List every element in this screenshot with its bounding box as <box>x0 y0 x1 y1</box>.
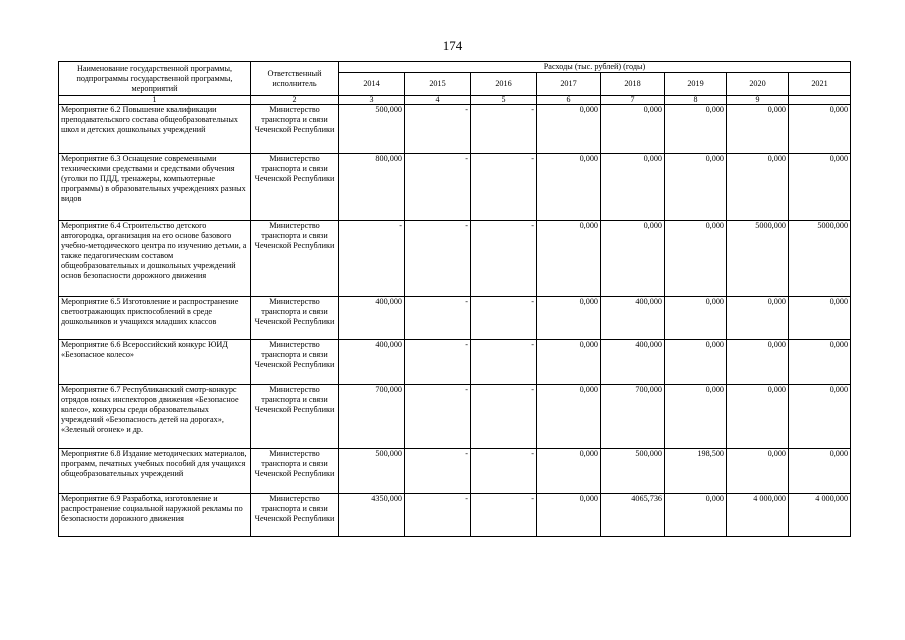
expense-value: 0,000 <box>665 297 727 340</box>
expense-value: 0,000 <box>537 340 601 385</box>
responsible-executor: Министерство транспорта и связи Чеченской Республики <box>251 449 339 494</box>
expense-value: 5000,000 <box>789 221 851 297</box>
expense-value: 0,000 <box>537 221 601 297</box>
expense-value: 0,000 <box>537 105 601 154</box>
expense-value: 0,000 <box>727 154 789 221</box>
expense-value: 4 000,000 <box>789 494 851 537</box>
expense-value: 4350,000 <box>339 494 405 537</box>
responsible-executor: Министерство транспорта и связи Чеченской Республики <box>251 221 339 297</box>
responsible-executor: Министерство транспорта и связи Чеченской Республики <box>251 105 339 154</box>
expense-value: 0,000 <box>789 154 851 221</box>
activity-name: Мероприятие 6.4 Строительство детского автогородка, организация на его основе базового учебно-методического центра по изучению детьми, а также педагогическим составом общеобразовательных и дошкольных учреждений основ безопасности дорожного движения <box>59 221 251 297</box>
expense-value: - <box>405 221 471 297</box>
column-number: 3 <box>339 96 405 105</box>
expense-value: 0,000 <box>665 105 727 154</box>
expense-value: - <box>405 154 471 221</box>
header-year: 2016 <box>471 73 537 96</box>
header-year: 2019 <box>665 73 727 96</box>
expense-value: 0,000 <box>537 449 601 494</box>
expense-value: - <box>471 221 537 297</box>
expense-value: 0,000 <box>601 154 665 221</box>
responsible-executor: Министерство транспорта и связи Чеченской Республики <box>251 494 339 537</box>
expense-value: 0,000 <box>601 221 665 297</box>
budget-table <box>58 61 851 537</box>
expense-value: 0,000 <box>665 494 727 537</box>
responsible-executor: Министерство транспорта и связи Чеченской Республики <box>251 154 339 221</box>
expense-value: - <box>471 297 537 340</box>
column-number <box>789 96 851 105</box>
expense-value: - <box>405 105 471 154</box>
expense-value: - <box>471 105 537 154</box>
expense-value: 0,000 <box>665 340 727 385</box>
expense-value: 0,000 <box>537 154 601 221</box>
expense-value: 700,000 <box>601 385 665 449</box>
expense-value: 0,000 <box>789 340 851 385</box>
activity-name: Мероприятие 6.5 Изготовление и распространение светоотражающих приспособлений в среде дошкольников и учащихся младших классов <box>59 297 251 340</box>
column-number: 9 <box>727 96 789 105</box>
expense-value: 400,000 <box>339 297 405 340</box>
expense-value: 500,000 <box>601 449 665 494</box>
expense-value: - <box>471 494 537 537</box>
responsible-executor: Министерство транспорта и связи Чеченской Республики <box>251 297 339 340</box>
expense-value: 0,000 <box>537 297 601 340</box>
header-expenses: Расходы (тыс. рублей) (годы) <box>339 62 851 73</box>
header-year: 2015 <box>405 73 471 96</box>
expense-value: 800,000 <box>339 154 405 221</box>
expense-value: 0,000 <box>727 297 789 340</box>
table-row <box>59 494 851 537</box>
table-row <box>59 154 851 221</box>
expense-value: 0,000 <box>789 385 851 449</box>
column-number: 2 <box>251 96 339 105</box>
expense-value: - <box>471 154 537 221</box>
header-year: 2020 <box>727 73 789 96</box>
expense-value: 700,000 <box>339 385 405 449</box>
column-number: 4 <box>405 96 471 105</box>
activity-name: Мероприятие 6.8 Издание методических материалов, программ, печатных учебных пособий для учащихся общеобразовательных учреждений <box>59 449 251 494</box>
table-row <box>59 449 851 494</box>
expense-value: 0,000 <box>727 105 789 154</box>
expense-value: 400,000 <box>339 340 405 385</box>
header-year: 2018 <box>601 73 665 96</box>
expense-value: - <box>471 340 537 385</box>
expense-value: 0,000 <box>789 105 851 154</box>
table-row <box>59 105 851 154</box>
header-year: 2017 <box>537 73 601 96</box>
expense-value: - <box>405 494 471 537</box>
table-row <box>59 340 851 385</box>
expense-value: 0,000 <box>537 385 601 449</box>
expense-value: 4065,736 <box>601 494 665 537</box>
expense-value: 0,000 <box>727 385 789 449</box>
expense-value: - <box>405 385 471 449</box>
expense-value: 0,000 <box>789 297 851 340</box>
header-year: 2014 <box>339 73 405 96</box>
expense-value: 4 000,000 <box>727 494 789 537</box>
expense-value: - <box>471 385 537 449</box>
activity-name: Мероприятие 6.7 Республиканский смотр-конкурс отрядов юных инспекторов движения «Безопасное колесо», конкурсы среди образовательных учреждений «Безопасность детей на дорогах», «Зеленый огонек» и др. <box>59 385 251 449</box>
table-body <box>59 105 851 537</box>
expense-value: 0,000 <box>601 105 665 154</box>
expense-value: - <box>339 221 405 297</box>
activity-name: Мероприятие 6.3 Оснащение современными техническими средствами и средствами обучения (уголки по ПДД, тренажеры, компьютерные программы) в образовательных учреждениях разных видов <box>59 154 251 221</box>
responsible-executor: Министерство транспорта и связи Чеченской Республики <box>251 385 339 449</box>
expense-value: 0,000 <box>665 221 727 297</box>
expense-value: 400,000 <box>601 340 665 385</box>
column-number: 7 <box>601 96 665 105</box>
header-responsible: Ответственный исполнитель <box>251 62 339 96</box>
expense-value: 5000,000 <box>727 221 789 297</box>
expense-value: 198,500 <box>665 449 727 494</box>
expense-value: 0,000 <box>665 385 727 449</box>
table-header <box>59 62 851 105</box>
table-row <box>59 221 851 297</box>
expense-value: 0,000 <box>537 494 601 537</box>
header-name: Наименование государственной программы, подпрограммы государственной программы, мероприятий <box>59 62 251 96</box>
column-number: 5 <box>471 96 537 105</box>
expense-value: 0,000 <box>727 340 789 385</box>
expense-value: 0,000 <box>789 449 851 494</box>
column-number: 8 <box>665 96 727 105</box>
page-number: 174 <box>442 38 463 53</box>
expense-value: 0,000 <box>665 154 727 221</box>
responsible-executor: Министерство транспорта и связи Чеченской Республики <box>251 340 339 385</box>
expense-value: 400,000 <box>601 297 665 340</box>
column-number: 1 <box>59 96 251 105</box>
expense-value: - <box>405 340 471 385</box>
expense-value: - <box>405 297 471 340</box>
expense-value: - <box>405 449 471 494</box>
activity-name: Мероприятие 6.6 Всероссийский конкурс ЮИД «Безопасное колесо» <box>59 340 251 385</box>
expense-value: 500,000 <box>339 449 405 494</box>
header-year: 2021 <box>789 73 851 96</box>
table-row <box>59 385 851 449</box>
column-number: 6 <box>537 96 601 105</box>
expense-value: - <box>471 449 537 494</box>
activity-name: Мероприятие 6.2 Повышение квалификации преподавательского состава общеобразовательных школ и детских дошкольных учреждений <box>59 105 251 154</box>
expense-value: 0,000 <box>727 449 789 494</box>
activity-name: Мероприятие 6.9 Разработка, изготовление и распространение социальной наружной рекламы по безопасности дорожного движения <box>59 494 251 537</box>
table-row <box>59 297 851 340</box>
expense-value: 500,000 <box>339 105 405 154</box>
